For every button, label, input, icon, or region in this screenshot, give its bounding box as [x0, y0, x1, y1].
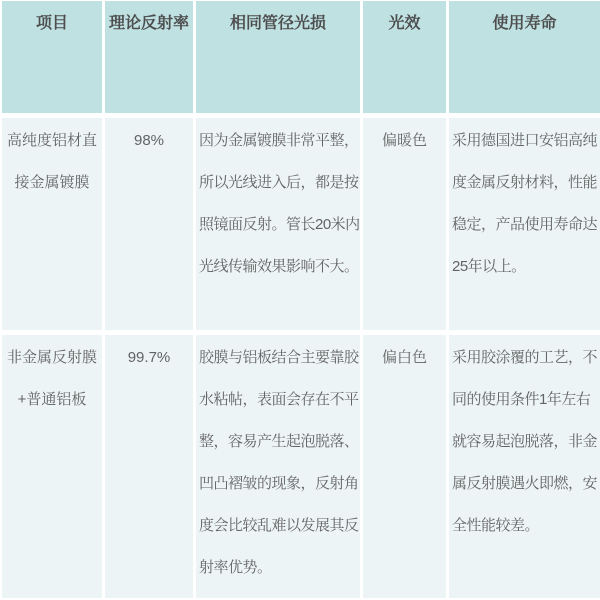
row2-lifespan-line: 就容易起泡脱落，非金 [452, 433, 598, 450]
header-label-item: 项目 [35, 15, 68, 32]
row2-lifespan-cell [449, 335, 600, 598]
header-cell-lifespan [449, 1, 600, 113]
row1-light-loss-line: 所以光线进入后，都是按 [199, 174, 359, 191]
row1-item-line: 高纯度铝材直 [6, 132, 97, 149]
row1-lifespan-cell [449, 118, 600, 330]
row1-reflectance-value: 98% [133, 132, 165, 149]
row2-lifespan-line: 采用胶涂覆的工艺，不 [452, 349, 598, 366]
row1-lifespan-line: 25年以上。 [452, 258, 526, 275]
row2-lifespan-line: 全性能较差。 [452, 517, 540, 534]
row2-light-loss-line: 水粘帖，表面会存在不平 [199, 391, 359, 408]
row2-light-loss-line: 胶膜与铝板结合主要靠胶 [199, 349, 359, 366]
row2-lifespan-line: 同的使用条件1年左右 [452, 391, 591, 408]
row1-light-loss-line: 照镜面反射。管长20米内 [199, 216, 360, 233]
row1-light-loss-line: 因为金属镀膜非常平整， [199, 132, 359, 149]
header-cell-light-loss [196, 1, 360, 113]
row1-light-loss-cell [196, 118, 360, 330]
row2-light-effect-cell [363, 335, 446, 598]
row2-light-effect-value: 偏白色 [381, 349, 427, 366]
header-cell-item [2, 1, 102, 113]
header-label-light-loss: 相同管径光损 [229, 15, 326, 32]
row2-light-loss-cell [196, 335, 360, 598]
header-label-lifespan: 使用寿命 [492, 15, 557, 32]
row2-reflectance-cell [105, 335, 193, 598]
row1-light-effect-cell [363, 118, 446, 330]
row1-lifespan-line: 稳定，产品使用寿命达 [452, 216, 598, 233]
comparison-table-grid [2, 1, 600, 598]
header-cell-reflectance [105, 1, 193, 113]
row1-reflectance-cell [105, 118, 193, 330]
row2-light-loss-line: 整，容易产生起泡脱落、 [199, 433, 359, 450]
row2-light-loss-line: 凹凸褶皱的现象，反射角 [199, 475, 359, 492]
row2-reflectance-value: 99.7% [127, 349, 171, 366]
row1-light-loss-line: 光线传输效果影响不大。 [199, 258, 359, 275]
header-cell-light-effect [363, 1, 446, 113]
row2-light-loss-line: 射率优势。 [199, 559, 272, 576]
row2-item-line: +普通铝板 [17, 391, 87, 408]
row1-lifespan-line: 采用德国进口安铝高纯 [452, 132, 598, 149]
row1-light-effect-value: 偏暖色 [381, 132, 427, 149]
row2-lifespan-line: 属反射膜遇火即燃，安 [452, 475, 598, 492]
header-label-light-effect: 光效 [388, 15, 421, 32]
row2-item-line: 非金属反射膜 [6, 349, 97, 366]
row2-item-cell [2, 335, 102, 598]
header-label-reflectance: 理论反射率 [108, 15, 189, 32]
row1-item-cell [2, 118, 102, 330]
row2-light-loss-line: 度会比较乱难以发展其反 [199, 517, 359, 534]
row1-item-line: 接金属镀膜 [14, 174, 90, 191]
row1-lifespan-line: 度金属反射材料，性能 [452, 174, 598, 191]
